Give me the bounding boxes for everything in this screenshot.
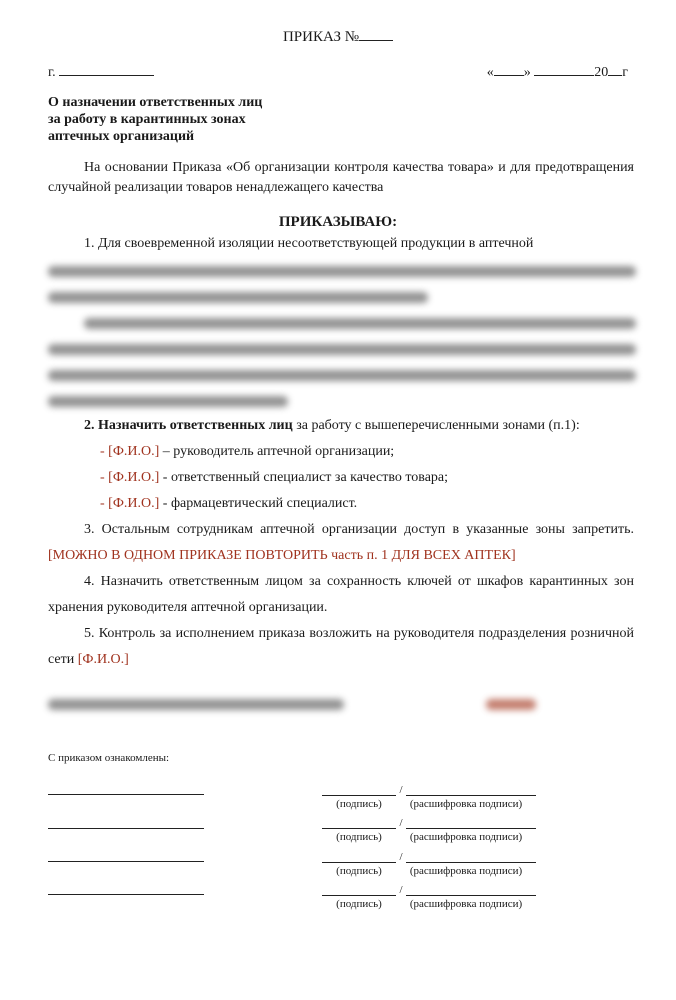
- item-5-body: 5. Контроль за исполнением приказа возложить на руководителя подразделения розничной сети: [48, 626, 634, 667]
- city-blank: [59, 63, 154, 76]
- city-prefix: г.: [48, 65, 56, 80]
- fio-placeholder: [Ф.И.О.]: [108, 470, 160, 485]
- subject-line-1: О назначении ответственных лиц: [48, 95, 263, 110]
- employee-signature-line: [48, 894, 204, 895]
- date-quote-close: »: [523, 65, 531, 80]
- employee-signature-line: [48, 794, 204, 795]
- item-2-text: [48, 413, 634, 439]
- date-month-blank: [534, 63, 594, 76]
- order-title-text: ПРИКАЗ №: [282, 29, 360, 45]
- signature-row: / (подпись) (расшифровка подписи): [322, 784, 536, 810]
- subject-line-3: аптечных организаций: [48, 129, 195, 144]
- role-text: - фармацевтический специалист.: [159, 496, 358, 511]
- list-dash: -: [100, 496, 109, 511]
- item-3-text: [48, 517, 634, 569]
- list-dash: -: [100, 470, 109, 485]
- list-item: [100, 491, 448, 517]
- city-field: [48, 63, 154, 81]
- redacted-line: [48, 292, 428, 303]
- item-1-text: 1. Для своевременной изоляции несоответствующей продукции в аптечной: [84, 236, 534, 251]
- role-text: – руководитель аптечной организации;: [159, 444, 395, 459]
- decoding-caption: (расшифровка подписи): [409, 865, 523, 877]
- decoding-caption: (расшифровка подписи): [409, 831, 523, 843]
- redacted-line: [84, 318, 636, 329]
- responsible-persons-list: [100, 439, 448, 517]
- redacted-line: [48, 266, 636, 277]
- date-year-suffix: г: [622, 65, 628, 80]
- signature-row: / (подпись) (расшифровка подписи): [322, 884, 536, 910]
- fio-placeholder: [Ф.И.О.]: [77, 652, 129, 667]
- employee-signature-line: [48, 828, 204, 829]
- date-year-prefix: 20: [594, 65, 609, 80]
- order-subject: [48, 94, 262, 145]
- basis-paragraph: На основании Приказа «Об организации контроля качества товара» и для предотвращения случайной реализации товаров ненадлежащего качества: [48, 160, 634, 195]
- signature-caption: (подпись): [336, 831, 382, 843]
- signature-caption: (подпись): [336, 798, 382, 810]
- item-3-body: 3. Остальным сотрудникам аптечной организации доступ в указанные зоны запретить.: [84, 522, 634, 537]
- item-3-note: [МОЖНО В ОДНОМ ПРИКАЗЕ ПОВТОРИТЬ часть п. 1 ДЛЯ ВСЕХ АПТЕК]: [48, 548, 516, 563]
- item-4-text: 4. Назначить ответственным лицом за сохранность ключей от шкафов карантинных зон хранения руководителя аптечной организации.: [48, 574, 634, 615]
- role-text: - ответственный специалист за качество товара;: [159, 470, 449, 485]
- fio-placeholder: [Ф.И.О.]: [108, 444, 160, 459]
- item-5-text: [48, 621, 634, 673]
- redacted-line: [48, 370, 636, 381]
- fio-placeholder: [Ф.И.О.]: [108, 496, 160, 511]
- redacted-signatory: [48, 699, 344, 710]
- date-day-blank: [494, 63, 524, 76]
- order-number-blank: [359, 28, 393, 41]
- decoding-caption: (расшифровка подписи): [409, 898, 523, 910]
- order-title: [0, 28, 676, 46]
- list-item: [100, 465, 448, 491]
- item-2-bold: 2. Назначить ответственных лиц: [84, 418, 293, 433]
- signature-row: / (подпись) (расшифровка подписи): [322, 851, 536, 877]
- order-heading: ПРИКАЗЫВАЮ:: [278, 214, 398, 230]
- list-dash: -: [100, 444, 109, 459]
- item-2-rest: за работу с вышеперечисленными зонами (п.1):: [292, 418, 580, 433]
- date-year-blank: [608, 63, 622, 76]
- acknowledgement-label: С приказом ознакомлены:: [48, 752, 170, 764]
- date-quote-open: «: [486, 65, 494, 80]
- subject-line-2: за работу в карантинных зонах: [48, 112, 246, 127]
- date-field: [487, 63, 628, 81]
- signature-caption: (подпись): [336, 898, 382, 910]
- employee-signature-line: [48, 861, 204, 862]
- redacted-signatory-name: [486, 699, 536, 710]
- redacted-line: [48, 344, 636, 355]
- signature-caption: (подпись): [336, 865, 382, 877]
- signature-row: / (подпись) (расшифровка подписи): [322, 817, 536, 843]
- redacted-line: [48, 396, 288, 407]
- decoding-caption: (расшифровка подписи): [409, 798, 523, 810]
- list-item: [100, 439, 448, 465]
